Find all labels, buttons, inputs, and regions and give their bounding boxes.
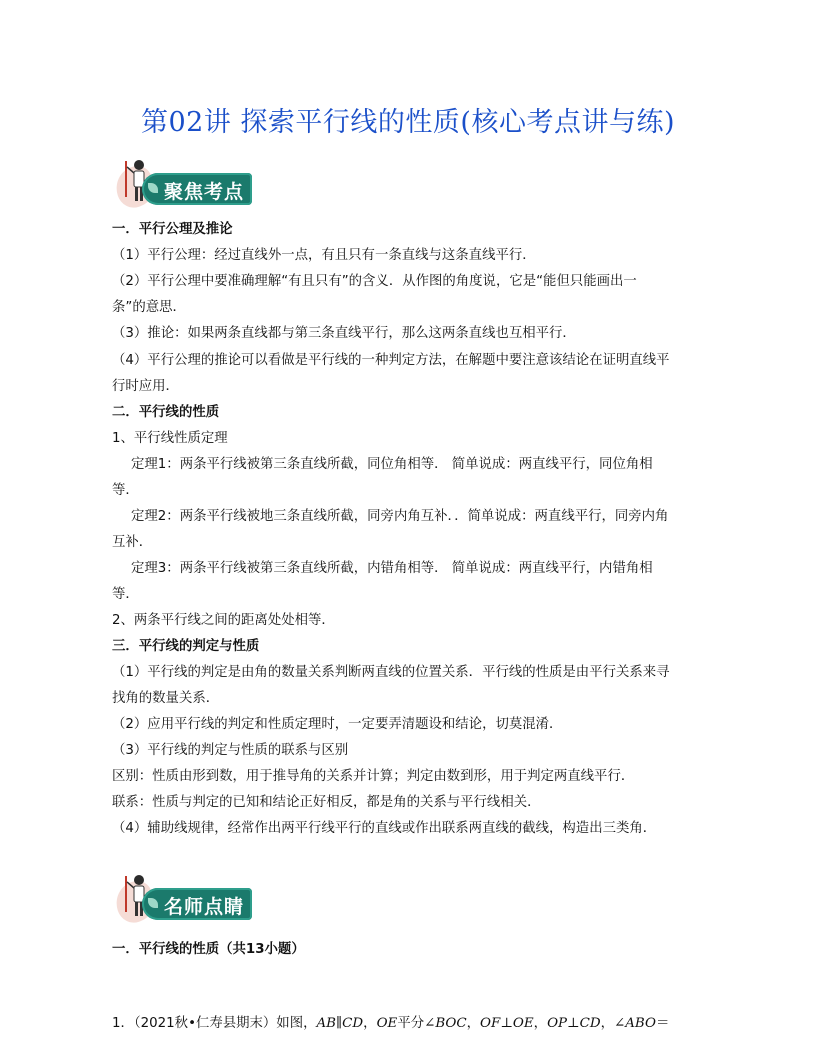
text-line: （1）平行公理：经过直线外一点，有且只有一条直线与这条直线平行． xyxy=(112,248,536,263)
text-line: （3）推论：如果两条直线都与第三条直线平行，那么这两条直线也互相平行． xyxy=(112,326,576,341)
text-line: （2）平行公理中要准确理解“有且只有”的含义．从作图的角度说，它是“能但只能画出一 xyxy=(112,274,637,289)
section-heading: 一．平行线的性质（共13小题） xyxy=(112,942,305,957)
section-heading: 一．平行公理及推论 xyxy=(112,222,233,237)
text-line: 行时应用． xyxy=(112,379,179,394)
text-line: （2）应用平行线的判定和性质定理时，一定要弄清题设和结论，切莫混淆． xyxy=(112,717,563,732)
page-title: 第02讲 探索平行线的性质(核心考点讲与练) xyxy=(140,107,675,138)
question-text: 平分 xyxy=(397,1016,425,1031)
text-line: 等． xyxy=(112,587,139,602)
text-line: 定理1：两条平行线被第三条直线所截，同位角相等． 简单说成：两直线平行，同位角相 xyxy=(131,457,653,472)
question-text: ， xyxy=(533,1016,548,1031)
section-banner-tips xyxy=(112,870,252,924)
text-line: 2、两条平行线之间的距离处处相等． xyxy=(112,613,335,628)
section-heading: 二．平行线的性质 xyxy=(112,405,220,420)
question-text: ＝ xyxy=(656,1016,670,1031)
question-1 xyxy=(112,1015,669,1033)
text-line: 定理3：两条平行线被第三条直线所截，内错角相等． 简单说成：两直线平行，内错角相 xyxy=(131,561,653,576)
math-expression: OF⊥OE xyxy=(480,1016,534,1031)
text-line: 定理2：两条平行线被地三条直线所截，同旁内角互补．．简单说成：两直线平行，同旁内角 xyxy=(131,509,669,524)
text-line: 条”的意思． xyxy=(112,300,186,315)
text-line: 等． xyxy=(112,483,139,498)
question-text: ， xyxy=(466,1016,481,1031)
text-line: 1、平行线性质定理 xyxy=(112,431,228,446)
text-line: 找角的数量关系． xyxy=(112,691,220,706)
math-expression: OP⊥CD xyxy=(547,1016,601,1031)
question-text: ， xyxy=(600,1016,615,1031)
question-text: ， xyxy=(363,1016,377,1031)
text-line: 联系：性质与判定的已知和结论正好相反，都是角的关系与平行线相关． xyxy=(112,795,541,810)
leaf-icon xyxy=(148,183,158,193)
text-line: （1）平行线的判定是由角的数量关系判断两直线的位置关系．平行线的性质是由平行关系来寻 xyxy=(112,665,670,680)
math-expression: ∠ABO xyxy=(614,1016,656,1031)
leaf-icon xyxy=(148,898,158,908)
text-line: （4）辅助线规律，经常作出两平行线平行的直线或作出联系两直线的截线，构造出三类角． xyxy=(112,821,657,836)
question-prefix: 1．（2021秋•仁寿县期末）如图， xyxy=(112,1016,317,1031)
math-expression: ∠BOC xyxy=(424,1016,467,1031)
banner-label: 聚焦考点 xyxy=(164,181,245,203)
banner-tag xyxy=(142,173,252,205)
text-line: 区别：性质由形到数，用于推导角的关系并计算；判定由数到形，用于判定两直线平行． xyxy=(112,769,635,784)
section-banner-focus xyxy=(112,155,252,209)
text-line: （3）平行线的判定与性质的联系与区别 xyxy=(112,743,349,758)
banner-label: 名师点睛 xyxy=(164,896,245,918)
text-line: 互补． xyxy=(112,535,153,550)
banner-tag xyxy=(142,888,252,920)
section-heading: 三．平行线的判定与性质 xyxy=(112,639,260,654)
text-line: （4）平行公理的推论可以看做是平行线的一种判定方法，在解题中要注意该结论在证明直线平 xyxy=(112,353,670,368)
math-expression: OE xyxy=(376,1016,398,1031)
math-expression: AB∥CD xyxy=(316,1016,364,1031)
